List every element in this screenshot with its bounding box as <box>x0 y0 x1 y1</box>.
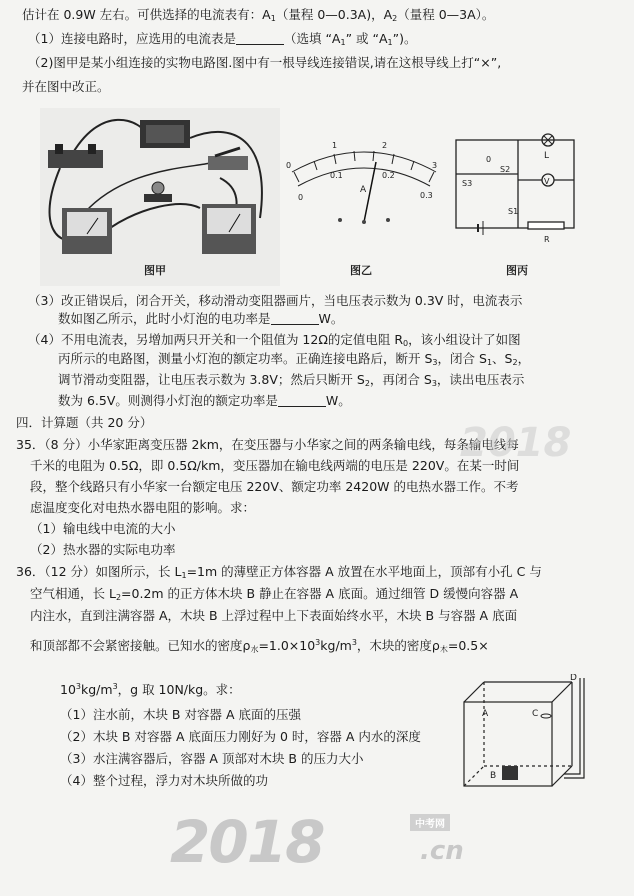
text: 36．（12 分）如图所示，长 L <box>16 564 182 579</box>
text: W。 <box>318 311 344 326</box>
sub: 1 <box>181 571 187 580</box>
text: 10 <box>60 682 76 697</box>
question-4-line-4 <box>58 392 351 410</box>
problem-35-q1: （1）输电线中电流的大小 <box>30 521 176 536</box>
text: ” 或 “A <box>345 31 388 46</box>
problem-36-q4: （4）整个过程，浮力对木块所做的功 <box>60 773 268 788</box>
problem-36-line-3: 内注水，直到注满容器 A，木块 B 上浮过程中上下表面始终水平，木块 B 与容器 A 底面 <box>30 608 518 623</box>
caption-yi: 图乙 <box>350 264 372 277</box>
problem-36-line-5 <box>60 678 241 699</box>
sub: 3 <box>432 358 438 367</box>
s1-label: S1 <box>508 207 519 216</box>
tick-label: 0.1 <box>330 171 343 180</box>
text: 数如图乙所示，此时小灯泡的电功率是 <box>58 311 271 326</box>
text: （1）连接电路时，应选用的电流表是 <box>28 31 236 46</box>
sup: 3 <box>112 682 118 691</box>
text: ，g 取 10N/kg。求： <box>117 682 241 697</box>
figure-jia <box>40 108 280 286</box>
text: =1m 的薄壁正方体容器 A 放置在水平地面上，顶部有小孔 C 与 <box>186 564 542 579</box>
text: kg/m <box>81 682 113 697</box>
answer-blank <box>236 32 284 45</box>
text: （选填 “A <box>283 31 341 46</box>
problem-36-q1: （1）注水前，木块 B 对容器 A 底面的压强 <box>60 707 301 722</box>
label-d: D <box>570 674 577 683</box>
text: （量程 0—3A）。 <box>397 7 495 22</box>
question-3-line-2 <box>58 310 343 328</box>
text: ，读出电压表示 <box>436 372 525 387</box>
text: =0.5× <box>447 638 489 653</box>
problem-35-line-3: 段，整个线路只有小华家一台额定电压 220V、额定功率 2420W 的电热水器工作。不考 <box>30 479 519 494</box>
text: ，该小组设计了如图 <box>408 332 521 347</box>
sub: 1 <box>486 358 493 367</box>
problem-35-line-1: 35．（8 分）小华家距离变压器 2km，在变压器与小华家之间的两条输电线，每条输电线每 <box>16 437 519 452</box>
text: kg/m <box>320 638 352 653</box>
label-a: A <box>482 709 489 719</box>
text: 丙所示的电路图，测量小灯泡的额定功率。正确连接电路后，断开 S <box>58 351 433 366</box>
watermark-logo: 2018 <box>170 808 324 876</box>
sub: 1 <box>270 14 276 23</box>
watermark-tag: 中考网 <box>410 814 450 831</box>
text: 和顶部都不会紧密接触。已知水的密度ρ <box>30 638 251 653</box>
sub: 2 <box>115 593 122 602</box>
text: 数为 6.5V。则测得小灯泡的额定功率是 <box>58 393 278 408</box>
s3-label: S3 <box>462 179 473 188</box>
s2-label: S2 <box>500 165 511 174</box>
sub: 水 <box>250 645 259 654</box>
text: ，木块的密度ρ <box>356 638 440 653</box>
question-4-line-3 <box>58 371 524 393</box>
answer-blank <box>278 394 326 407</box>
question-3-line-1: （3）改正错误后，闭合开关，移动滑动变阻器画片，当电压表示数为 0.3V 时，电流表示 <box>28 293 523 308</box>
unit-label: A <box>360 185 367 195</box>
text: =1.0×10 <box>258 638 316 653</box>
problem-36-line-2 <box>30 585 518 607</box>
question-2-line-2: 并在图中改正。 <box>22 79 110 94</box>
sub: 2 <box>392 14 398 23</box>
tick-label: 1 <box>332 141 338 150</box>
caption-jia: 图甲 <box>144 264 166 277</box>
figure-container-cube <box>460 674 590 790</box>
sub: 3 <box>431 379 437 388</box>
text: ，闭合 S <box>437 351 487 366</box>
text: （量程 0—0.3A)，A <box>275 7 393 22</box>
sup: 3 <box>351 638 357 647</box>
answer-blank <box>271 312 319 325</box>
sub: 2 <box>512 358 518 367</box>
tick-label: 3 <box>432 161 438 170</box>
caption-bing: 图丙 <box>506 264 528 277</box>
text: W。 <box>325 393 351 408</box>
figure-yi-ammeter <box>284 132 444 242</box>
lamp-label: L <box>544 151 550 161</box>
sup: 3 <box>315 638 321 647</box>
text: 空气相通，长 L <box>30 586 116 601</box>
tick-label: 0.3 <box>420 191 433 200</box>
problem-36-q2: （2）木块 B 对容器 A 底面压力刚好为 0 时，容器 A 内水的深度 <box>60 729 421 744</box>
text: （4）不用电流表，另增加两只开关和一个阻值为 12Ω的定值电阻 R <box>28 332 404 347</box>
rheostat-label: R <box>544 235 550 244</box>
intro-line <box>22 6 494 28</box>
problem-36-line-1 <box>16 563 542 585</box>
text: ”)。 <box>392 31 417 46</box>
text: ， <box>517 351 531 366</box>
tick-label: 2 <box>382 141 388 150</box>
problem-36-line-4 <box>30 634 489 659</box>
sub: 1 <box>340 38 346 47</box>
question-1 <box>28 30 416 52</box>
text: 估计在 0.9W 左右。可供选择的电流表有：A <box>22 7 271 22</box>
r0-label: 0 <box>486 155 492 164</box>
section-heading: 四．计算题（共 20 分） <box>16 415 153 430</box>
sub: 1 <box>387 38 393 47</box>
sub: 木 <box>439 645 448 654</box>
watermark-domain: .cn <box>420 836 464 866</box>
problem-35-line-4: 虑温度变化对电热水器电阻的影响。求： <box>30 500 256 515</box>
label-b: B <box>490 771 497 781</box>
question-2-line-1: （2)图甲是某小组连接的实物电路图.图中有一根导线连接错误,请在这根导线上打“×”, <box>28 55 502 70</box>
text: =0.2m 的正方体木块 B 静止在容器 A 底面。通过细管 D 缓慢向容器 A <box>121 586 519 601</box>
text: ，再闭合 S <box>369 372 432 387</box>
voltmeter-label: V <box>544 177 550 186</box>
question-4-line-2 <box>58 350 530 372</box>
tick-label: 0 <box>298 193 304 202</box>
sub: 2 <box>364 379 370 388</box>
problem-36-q3: （3）水注满容器后，容器 A 顶部对木块 B 的压力大小 <box>60 751 364 766</box>
text: 、S <box>492 351 513 366</box>
problem-35-q2: （2）热水器的实际电功率 <box>30 542 176 557</box>
label-c: C <box>532 709 539 719</box>
figure-bing-circuit <box>448 122 598 252</box>
sup: 3 <box>75 682 81 691</box>
sub: 0 <box>403 339 409 348</box>
problem-35-line-2: 千米的电阻为 0.5Ω，即 0.5Ω/km，变压器加在输电线两端的电压是 220V。在某一时间 <box>30 458 520 473</box>
watermark-faint: 2018 <box>460 420 572 466</box>
tick-label: 0 <box>286 161 292 170</box>
text: 调节滑动变阻器，让电压表示数为 3.8V；然后只断开 S <box>58 372 365 387</box>
tick-label: 0.2 <box>382 171 395 180</box>
